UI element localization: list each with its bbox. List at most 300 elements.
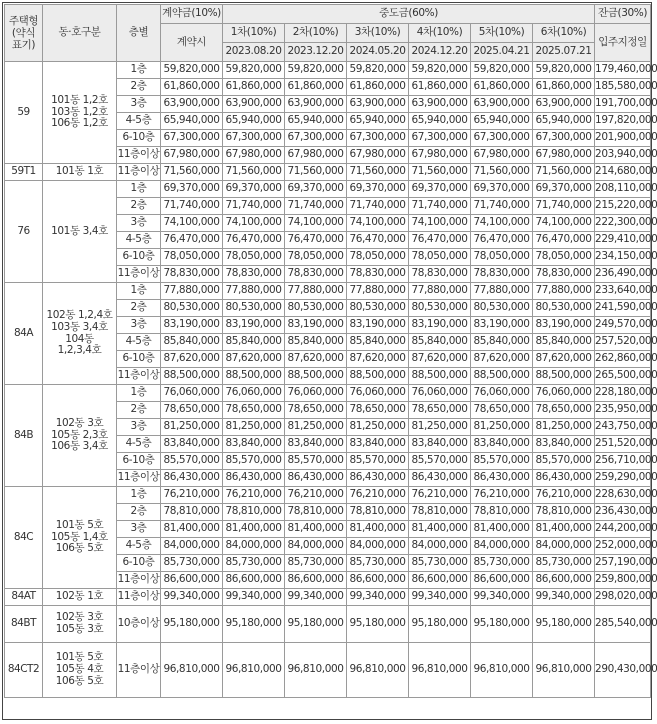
table-row bbox=[5, 181, 651, 198]
header-installment-date: 2024.05.20 bbox=[347, 43, 409, 62]
installment-amount-cell: 83,190,000 bbox=[223, 317, 285, 334]
header-installment-date: 2025.07.21 bbox=[533, 43, 595, 62]
installment-amount-cell: 96,810,000 bbox=[409, 643, 471, 698]
installment-amount-cell: 85,730,000 bbox=[409, 555, 471, 572]
installment-amount-cell: 84,000,000 bbox=[223, 538, 285, 555]
installment-amount-cell: 76,470,000 bbox=[285, 232, 347, 249]
installment-amount-cell: 71,740,000 bbox=[223, 198, 285, 215]
installment-amount-cell: 95,180,000 bbox=[471, 606, 533, 643]
balance-amount-cell: 235,950,000 bbox=[595, 402, 651, 419]
header-installment-date: 2025.04.21 bbox=[471, 43, 533, 62]
contract-amount-cell: 86,430,000 bbox=[161, 470, 223, 487]
contract-amount-cell: 74,100,000 bbox=[161, 215, 223, 232]
floor-cell: 2층 bbox=[117, 198, 161, 215]
installment-amount-cell: 71,560,000 bbox=[285, 164, 347, 181]
floor-cell: 2층 bbox=[117, 402, 161, 419]
installment-amount-cell: 81,250,000 bbox=[347, 419, 409, 436]
installment-amount-cell: 85,730,000 bbox=[347, 555, 409, 572]
header-installment-label: 4차(10%) bbox=[409, 24, 471, 43]
installment-amount-cell: 83,190,000 bbox=[347, 317, 409, 334]
installment-amount-cell: 83,190,000 bbox=[285, 317, 347, 334]
installment-amount-cell: 71,560,000 bbox=[533, 164, 595, 181]
balance-amount-cell: 259,290,000 bbox=[595, 470, 651, 487]
installment-amount-cell: 76,470,000 bbox=[533, 232, 595, 249]
table-body bbox=[5, 62, 657, 698]
header-type: 주택형 (약식 표기) bbox=[5, 5, 43, 62]
installment-amount-cell: 74,100,000 bbox=[533, 215, 595, 232]
installment-amount-cell: 78,050,000 bbox=[347, 249, 409, 266]
dongho-cell: 102동 1,2,4호 103동 3,4호 104동 1,2,3,4호 bbox=[43, 283, 117, 385]
dongho-cell: 101동 3,4호 bbox=[43, 181, 117, 283]
contract-amount-cell: 67,980,000 bbox=[161, 147, 223, 164]
balance-amount-cell: 298,020,000 bbox=[595, 589, 651, 606]
installment-amount-cell: 76,470,000 bbox=[471, 232, 533, 249]
installment-amount-cell: 81,250,000 bbox=[285, 419, 347, 436]
balance-amount-cell: 265,500,000 bbox=[595, 368, 651, 385]
installment-amount-cell: 99,340,000 bbox=[471, 589, 533, 606]
dongho-cell: 102동 3호 105동 2,3호 106동 3,4호 bbox=[43, 385, 117, 487]
contract-amount-cell: 85,570,000 bbox=[161, 453, 223, 470]
table-row bbox=[5, 487, 651, 504]
installment-amount-cell: 74,100,000 bbox=[223, 215, 285, 232]
table-row bbox=[5, 164, 651, 181]
header-installment-label: 3차(10%) bbox=[347, 24, 409, 43]
contract-amount-cell: 61,860,000 bbox=[161, 79, 223, 96]
installment-amount-cell: 76,470,000 bbox=[347, 232, 409, 249]
contract-amount-cell: 67,300,000 bbox=[161, 130, 223, 147]
dongho-cell: 101동 5호 105동 1,4호 106동 5호 bbox=[43, 487, 117, 589]
header-dongho: 동·호구분 bbox=[43, 5, 117, 62]
installment-amount-cell: 74,100,000 bbox=[285, 215, 347, 232]
installment-amount-cell: 71,740,000 bbox=[347, 198, 409, 215]
installment-amount-cell: 65,940,000 bbox=[409, 113, 471, 130]
unit-type-cell: 84BT bbox=[5, 606, 43, 643]
installment-amount-cell: 67,980,000 bbox=[285, 147, 347, 164]
installment-amount-cell: 85,570,000 bbox=[533, 453, 595, 470]
installment-amount-cell: 77,880,000 bbox=[533, 283, 595, 300]
installment-amount-cell: 63,900,000 bbox=[409, 96, 471, 113]
balance-amount-cell: 233,640,000 bbox=[595, 283, 651, 300]
installment-amount-cell: 83,190,000 bbox=[471, 317, 533, 334]
contract-amount-cell: 95,180,000 bbox=[161, 606, 223, 643]
installment-amount-cell: 86,430,000 bbox=[347, 470, 409, 487]
installment-amount-cell: 80,530,000 bbox=[533, 300, 595, 317]
installment-amount-cell: 61,860,000 bbox=[223, 79, 285, 96]
installment-amount-cell: 78,650,000 bbox=[285, 402, 347, 419]
balance-amount-cell: 285,540,000 bbox=[595, 606, 651, 643]
floor-cell: 1층 bbox=[117, 385, 161, 402]
installment-amount-cell: 78,650,000 bbox=[471, 402, 533, 419]
installment-amount-cell: 95,180,000 bbox=[409, 606, 471, 643]
table-row bbox=[5, 283, 651, 300]
header-installment-label: 6차(10%) bbox=[533, 24, 595, 43]
installment-amount-cell: 81,250,000 bbox=[223, 419, 285, 436]
dongho-cell: 102동 3호 105동 3호 bbox=[43, 606, 117, 643]
installment-amount-cell: 76,060,000 bbox=[533, 385, 595, 402]
installment-amount-cell: 84,000,000 bbox=[471, 538, 533, 555]
contract-amount-cell: 63,900,000 bbox=[161, 96, 223, 113]
installment-amount-cell: 78,650,000 bbox=[533, 402, 595, 419]
installment-amount-cell: 65,940,000 bbox=[533, 113, 595, 130]
header-balance-sub: 입주지정일 bbox=[595, 24, 651, 62]
installment-amount-cell: 78,050,000 bbox=[223, 249, 285, 266]
header-installment-label: 5차(10%) bbox=[471, 24, 533, 43]
installment-amount-cell: 69,370,000 bbox=[347, 181, 409, 198]
installment-amount-cell: 76,210,000 bbox=[471, 487, 533, 504]
balance-amount-cell: 290,430,000 bbox=[595, 643, 651, 698]
installment-amount-cell: 76,210,000 bbox=[409, 487, 471, 504]
installment-amount-cell: 96,810,000 bbox=[285, 643, 347, 698]
contract-amount-cell: 86,600,000 bbox=[161, 572, 223, 589]
installment-amount-cell: 78,830,000 bbox=[223, 266, 285, 283]
unit-type-cell: 84CT2 bbox=[5, 643, 43, 698]
installment-amount-cell: 85,570,000 bbox=[285, 453, 347, 470]
installment-amount-cell: 95,180,000 bbox=[285, 606, 347, 643]
installment-amount-cell: 71,740,000 bbox=[409, 198, 471, 215]
contract-amount-cell: 78,650,000 bbox=[161, 402, 223, 419]
installment-amount-cell: 67,300,000 bbox=[285, 130, 347, 147]
installment-amount-cell: 78,810,000 bbox=[223, 504, 285, 521]
table-header bbox=[5, 5, 651, 62]
installment-amount-cell: 85,570,000 bbox=[471, 453, 533, 470]
installment-amount-cell: 71,740,000 bbox=[533, 198, 595, 215]
contract-amount-cell: 83,840,000 bbox=[161, 436, 223, 453]
installment-amount-cell: 59,820,000 bbox=[533, 62, 595, 79]
installment-amount-cell: 67,300,000 bbox=[533, 130, 595, 147]
floor-cell: 2층 bbox=[117, 300, 161, 317]
installment-amount-cell: 76,470,000 bbox=[409, 232, 471, 249]
installment-amount-cell: 61,860,000 bbox=[533, 79, 595, 96]
balance-amount-cell: 201,900,000 bbox=[595, 130, 651, 147]
floor-cell: 3층 bbox=[117, 521, 161, 538]
installment-amount-cell: 78,650,000 bbox=[347, 402, 409, 419]
balance-amount-cell: 228,180,000 bbox=[595, 385, 651, 402]
installment-amount-cell: 78,830,000 bbox=[347, 266, 409, 283]
installment-amount-cell: 61,860,000 bbox=[471, 79, 533, 96]
contract-amount-cell: 78,830,000 bbox=[161, 266, 223, 283]
installment-amount-cell: 86,430,000 bbox=[533, 470, 595, 487]
balance-amount-cell: 251,520,000 bbox=[595, 436, 651, 453]
installment-amount-cell: 78,830,000 bbox=[285, 266, 347, 283]
floor-cell: 4-5층 bbox=[117, 113, 161, 130]
installment-amount-cell: 85,730,000 bbox=[223, 555, 285, 572]
floor-cell: 11층이상 bbox=[117, 266, 161, 283]
contract-amount-cell: 59,820,000 bbox=[161, 62, 223, 79]
contract-amount-cell: 78,050,000 bbox=[161, 249, 223, 266]
installment-amount-cell: 80,530,000 bbox=[471, 300, 533, 317]
installment-amount-cell: 96,810,000 bbox=[471, 643, 533, 698]
table-row bbox=[5, 589, 651, 606]
unit-type-cell: 84C bbox=[5, 487, 43, 589]
contract-amount-cell: 99,340,000 bbox=[161, 589, 223, 606]
installment-amount-cell: 83,840,000 bbox=[285, 436, 347, 453]
installment-amount-cell: 77,880,000 bbox=[347, 283, 409, 300]
contract-amount-cell: 85,840,000 bbox=[161, 334, 223, 351]
installment-amount-cell: 83,840,000 bbox=[533, 436, 595, 453]
installment-amount-cell: 69,370,000 bbox=[471, 181, 533, 198]
header-middle-payment: 중도금(60%) bbox=[223, 5, 595, 24]
installment-amount-cell: 78,830,000 bbox=[471, 266, 533, 283]
installment-amount-cell: 95,180,000 bbox=[347, 606, 409, 643]
balance-amount-cell: 197,820,000 bbox=[595, 113, 651, 130]
contract-amount-cell: 83,190,000 bbox=[161, 317, 223, 334]
floor-cell: 1층 bbox=[117, 487, 161, 504]
installment-amount-cell: 76,210,000 bbox=[347, 487, 409, 504]
floor-cell: 11층이상 bbox=[117, 572, 161, 589]
floor-cell: 1층 bbox=[117, 283, 161, 300]
balance-amount-cell: 241,590,000 bbox=[595, 300, 651, 317]
installment-amount-cell: 67,980,000 bbox=[223, 147, 285, 164]
dongho-cell: 101동 5호 105동 4호 106동 5호 bbox=[43, 643, 117, 698]
installment-amount-cell: 88,500,000 bbox=[223, 368, 285, 385]
installment-amount-cell: 96,810,000 bbox=[533, 643, 595, 698]
installment-amount-cell: 77,880,000 bbox=[409, 283, 471, 300]
floor-cell: 6-10층 bbox=[117, 555, 161, 572]
installment-amount-cell: 85,840,000 bbox=[223, 334, 285, 351]
floor-cell: 3층 bbox=[117, 96, 161, 113]
floor-cell: 11층이상 bbox=[117, 368, 161, 385]
installment-amount-cell: 67,980,000 bbox=[471, 147, 533, 164]
contract-amount-cell: 80,530,000 bbox=[161, 300, 223, 317]
unit-type-cell: 59 bbox=[5, 62, 43, 164]
installment-amount-cell: 59,820,000 bbox=[223, 62, 285, 79]
balance-amount-cell: 236,430,000 bbox=[595, 504, 651, 521]
table-row bbox=[5, 62, 651, 79]
installment-amount-cell: 86,600,000 bbox=[347, 572, 409, 589]
installment-amount-cell: 85,570,000 bbox=[409, 453, 471, 470]
installment-amount-cell: 86,430,000 bbox=[471, 470, 533, 487]
balance-amount-cell: 229,410,000 bbox=[595, 232, 651, 249]
floor-cell: 6-10층 bbox=[117, 351, 161, 368]
installment-amount-cell: 84,000,000 bbox=[533, 538, 595, 555]
installment-amount-cell: 99,340,000 bbox=[223, 589, 285, 606]
contract-amount-cell: 77,880,000 bbox=[161, 283, 223, 300]
installment-amount-cell: 78,050,000 bbox=[409, 249, 471, 266]
installment-amount-cell: 78,810,000 bbox=[347, 504, 409, 521]
installment-amount-cell: 78,830,000 bbox=[533, 266, 595, 283]
balance-amount-cell: 185,580,000 bbox=[595, 79, 651, 96]
installment-amount-cell: 87,620,000 bbox=[285, 351, 347, 368]
installment-amount-cell: 86,430,000 bbox=[409, 470, 471, 487]
contract-amount-cell: 78,810,000 bbox=[161, 504, 223, 521]
installment-amount-cell: 88,500,000 bbox=[533, 368, 595, 385]
floor-cell: 6-10층 bbox=[117, 130, 161, 147]
contract-amount-cell: 85,730,000 bbox=[161, 555, 223, 572]
installment-amount-cell: 84,000,000 bbox=[409, 538, 471, 555]
installment-amount-cell: 99,340,000 bbox=[409, 589, 471, 606]
installment-amount-cell: 67,300,000 bbox=[347, 130, 409, 147]
floor-cell: 6-10층 bbox=[117, 249, 161, 266]
installment-amount-cell: 74,100,000 bbox=[471, 215, 533, 232]
unit-type-cell: 84B bbox=[5, 385, 43, 487]
header-floor: 층별 bbox=[117, 5, 161, 62]
floor-cell: 6-10층 bbox=[117, 453, 161, 470]
installment-amount-cell: 81,400,000 bbox=[285, 521, 347, 538]
installment-amount-cell: 85,570,000 bbox=[347, 453, 409, 470]
installment-amount-cell: 88,500,000 bbox=[347, 368, 409, 385]
floor-cell: 11층이상 bbox=[117, 147, 161, 164]
unit-type-cell: 84AT bbox=[5, 589, 43, 606]
floor-cell: 2층 bbox=[117, 504, 161, 521]
floor-cell: 10층이상 bbox=[117, 606, 161, 643]
installment-amount-cell: 76,060,000 bbox=[347, 385, 409, 402]
balance-amount-cell: 228,630,000 bbox=[595, 487, 651, 504]
dongho-cell: 101동 1,2호 103동 1,2호 106동 1,2호 bbox=[43, 62, 117, 164]
floor-cell: 11층이상 bbox=[117, 589, 161, 606]
balance-amount-cell: 222,300,000 bbox=[595, 215, 651, 232]
installment-amount-cell: 80,530,000 bbox=[223, 300, 285, 317]
balance-amount-cell: 234,150,000 bbox=[595, 249, 651, 266]
installment-amount-cell: 99,340,000 bbox=[533, 589, 595, 606]
installment-amount-cell: 85,840,000 bbox=[533, 334, 595, 351]
dongho-cell: 101동 1호 bbox=[43, 164, 117, 181]
unit-type-cell: 76 bbox=[5, 181, 43, 283]
balance-amount-cell: 208,110,000 bbox=[595, 181, 651, 198]
installment-amount-cell: 83,190,000 bbox=[533, 317, 595, 334]
floor-cell: 3층 bbox=[117, 317, 161, 334]
contract-amount-cell: 88,500,000 bbox=[161, 368, 223, 385]
installment-amount-cell: 76,060,000 bbox=[409, 385, 471, 402]
installment-amount-cell: 69,370,000 bbox=[533, 181, 595, 198]
header-installment-date: 2024.12.20 bbox=[409, 43, 471, 62]
dongho-cell: 102동 1호 bbox=[43, 589, 117, 606]
installment-amount-cell: 67,980,000 bbox=[533, 147, 595, 164]
installment-amount-cell: 76,470,000 bbox=[223, 232, 285, 249]
installment-amount-cell: 83,840,000 bbox=[223, 436, 285, 453]
installment-amount-cell: 61,860,000 bbox=[285, 79, 347, 96]
installment-amount-cell: 86,600,000 bbox=[533, 572, 595, 589]
installment-amount-cell: 99,340,000 bbox=[347, 589, 409, 606]
installment-amount-cell: 78,830,000 bbox=[409, 266, 471, 283]
balance-amount-cell: 249,570,000 bbox=[595, 317, 651, 334]
installment-amount-cell: 69,370,000 bbox=[285, 181, 347, 198]
installment-amount-cell: 71,740,000 bbox=[471, 198, 533, 215]
contract-amount-cell: 71,560,000 bbox=[161, 164, 223, 181]
floor-cell: 4-5층 bbox=[117, 232, 161, 249]
installment-amount-cell: 59,820,000 bbox=[409, 62, 471, 79]
floor-cell: 11층이상 bbox=[117, 470, 161, 487]
installment-amount-cell: 95,180,000 bbox=[223, 606, 285, 643]
contract-amount-cell: 81,400,000 bbox=[161, 521, 223, 538]
installment-amount-cell: 74,100,000 bbox=[409, 215, 471, 232]
installment-amount-cell: 85,840,000 bbox=[285, 334, 347, 351]
contract-amount-cell: 76,210,000 bbox=[161, 487, 223, 504]
installment-amount-cell: 80,530,000 bbox=[409, 300, 471, 317]
installment-amount-cell: 78,810,000 bbox=[409, 504, 471, 521]
installment-amount-cell: 76,210,000 bbox=[285, 487, 347, 504]
installment-amount-cell: 65,940,000 bbox=[285, 113, 347, 130]
installment-amount-cell: 81,400,000 bbox=[347, 521, 409, 538]
installment-amount-cell: 83,190,000 bbox=[409, 317, 471, 334]
installment-amount-cell: 95,180,000 bbox=[533, 606, 595, 643]
unit-type-cell: 59T1 bbox=[5, 164, 43, 181]
installment-amount-cell: 81,400,000 bbox=[533, 521, 595, 538]
installment-amount-cell: 86,600,000 bbox=[223, 572, 285, 589]
installment-amount-cell: 86,600,000 bbox=[409, 572, 471, 589]
installment-amount-cell: 71,560,000 bbox=[471, 164, 533, 181]
contract-amount-cell: 87,620,000 bbox=[161, 351, 223, 368]
installment-amount-cell: 69,370,000 bbox=[409, 181, 471, 198]
balance-amount-cell: 259,800,000 bbox=[595, 572, 651, 589]
installment-amount-cell: 76,210,000 bbox=[533, 487, 595, 504]
installment-amount-cell: 80,530,000 bbox=[347, 300, 409, 317]
installment-amount-cell: 83,840,000 bbox=[347, 436, 409, 453]
installment-amount-cell: 88,500,000 bbox=[285, 368, 347, 385]
floor-cell: 3층 bbox=[117, 215, 161, 232]
installment-amount-cell: 83,840,000 bbox=[409, 436, 471, 453]
balance-amount-cell: 243,750,000 bbox=[595, 419, 651, 436]
installment-amount-cell: 63,900,000 bbox=[285, 96, 347, 113]
floor-cell: 2층 bbox=[117, 79, 161, 96]
header-contract-sub: 계약시 bbox=[161, 24, 223, 62]
installment-amount-cell: 78,050,000 bbox=[285, 249, 347, 266]
contract-amount-cell: 69,370,000 bbox=[161, 181, 223, 198]
installment-amount-cell: 78,810,000 bbox=[533, 504, 595, 521]
balance-amount-cell: 236,490,000 bbox=[595, 266, 651, 283]
installment-amount-cell: 77,880,000 bbox=[285, 283, 347, 300]
header-contract: 계약금(10%) bbox=[161, 5, 223, 24]
balance-amount-cell: 257,520,000 bbox=[595, 334, 651, 351]
installment-amount-cell: 59,820,000 bbox=[347, 62, 409, 79]
installment-amount-cell: 81,400,000 bbox=[471, 521, 533, 538]
installment-amount-cell: 81,400,000 bbox=[409, 521, 471, 538]
installment-amount-cell: 65,940,000 bbox=[471, 113, 533, 130]
installment-amount-cell: 77,880,000 bbox=[223, 283, 285, 300]
installment-amount-cell: 86,430,000 bbox=[285, 470, 347, 487]
header-installment-date: 2023.08.20 bbox=[223, 43, 285, 62]
installment-amount-cell: 86,430,000 bbox=[223, 470, 285, 487]
installment-amount-cell: 85,730,000 bbox=[533, 555, 595, 572]
installment-amount-cell: 61,860,000 bbox=[409, 79, 471, 96]
balance-amount-cell: 215,220,000 bbox=[595, 198, 651, 215]
installment-amount-cell: 81,400,000 bbox=[223, 521, 285, 538]
contract-amount-cell: 81,250,000 bbox=[161, 419, 223, 436]
installment-amount-cell: 63,900,000 bbox=[223, 96, 285, 113]
installment-amount-cell: 74,100,000 bbox=[347, 215, 409, 232]
installment-amount-cell: 84,000,000 bbox=[285, 538, 347, 555]
contract-amount-cell: 76,060,000 bbox=[161, 385, 223, 402]
installment-amount-cell: 78,650,000 bbox=[409, 402, 471, 419]
installment-amount-cell: 76,060,000 bbox=[471, 385, 533, 402]
installment-amount-cell: 85,730,000 bbox=[471, 555, 533, 572]
contract-amount-cell: 76,470,000 bbox=[161, 232, 223, 249]
installment-amount-cell: 81,250,000 bbox=[409, 419, 471, 436]
floor-cell: 1층 bbox=[117, 62, 161, 79]
contract-amount-cell: 65,940,000 bbox=[161, 113, 223, 130]
installment-amount-cell: 96,810,000 bbox=[223, 643, 285, 698]
installment-amount-cell: 78,050,000 bbox=[533, 249, 595, 266]
table-row bbox=[5, 643, 651, 698]
floor-cell: 4-5층 bbox=[117, 436, 161, 453]
installment-amount-cell: 63,900,000 bbox=[347, 96, 409, 113]
installment-amount-cell: 78,650,000 bbox=[223, 402, 285, 419]
balance-amount-cell: 203,940,000 bbox=[595, 147, 651, 164]
balance-amount-cell: 244,200,000 bbox=[595, 521, 651, 538]
installment-amount-cell: 87,620,000 bbox=[347, 351, 409, 368]
installment-amount-cell: 86,600,000 bbox=[285, 572, 347, 589]
installment-amount-cell: 78,810,000 bbox=[471, 504, 533, 521]
balance-amount-cell: 191,700,000 bbox=[595, 96, 651, 113]
installment-amount-cell: 85,840,000 bbox=[471, 334, 533, 351]
floor-cell: 4-5층 bbox=[117, 334, 161, 351]
installment-amount-cell: 81,250,000 bbox=[533, 419, 595, 436]
installment-amount-cell: 87,620,000 bbox=[533, 351, 595, 368]
contract-amount-cell: 96,810,000 bbox=[161, 643, 223, 698]
unit-type-cell: 84A bbox=[5, 283, 43, 385]
installment-amount-cell: 63,900,000 bbox=[471, 96, 533, 113]
installment-amount-cell: 67,980,000 bbox=[347, 147, 409, 164]
installment-amount-cell: 88,500,000 bbox=[471, 368, 533, 385]
